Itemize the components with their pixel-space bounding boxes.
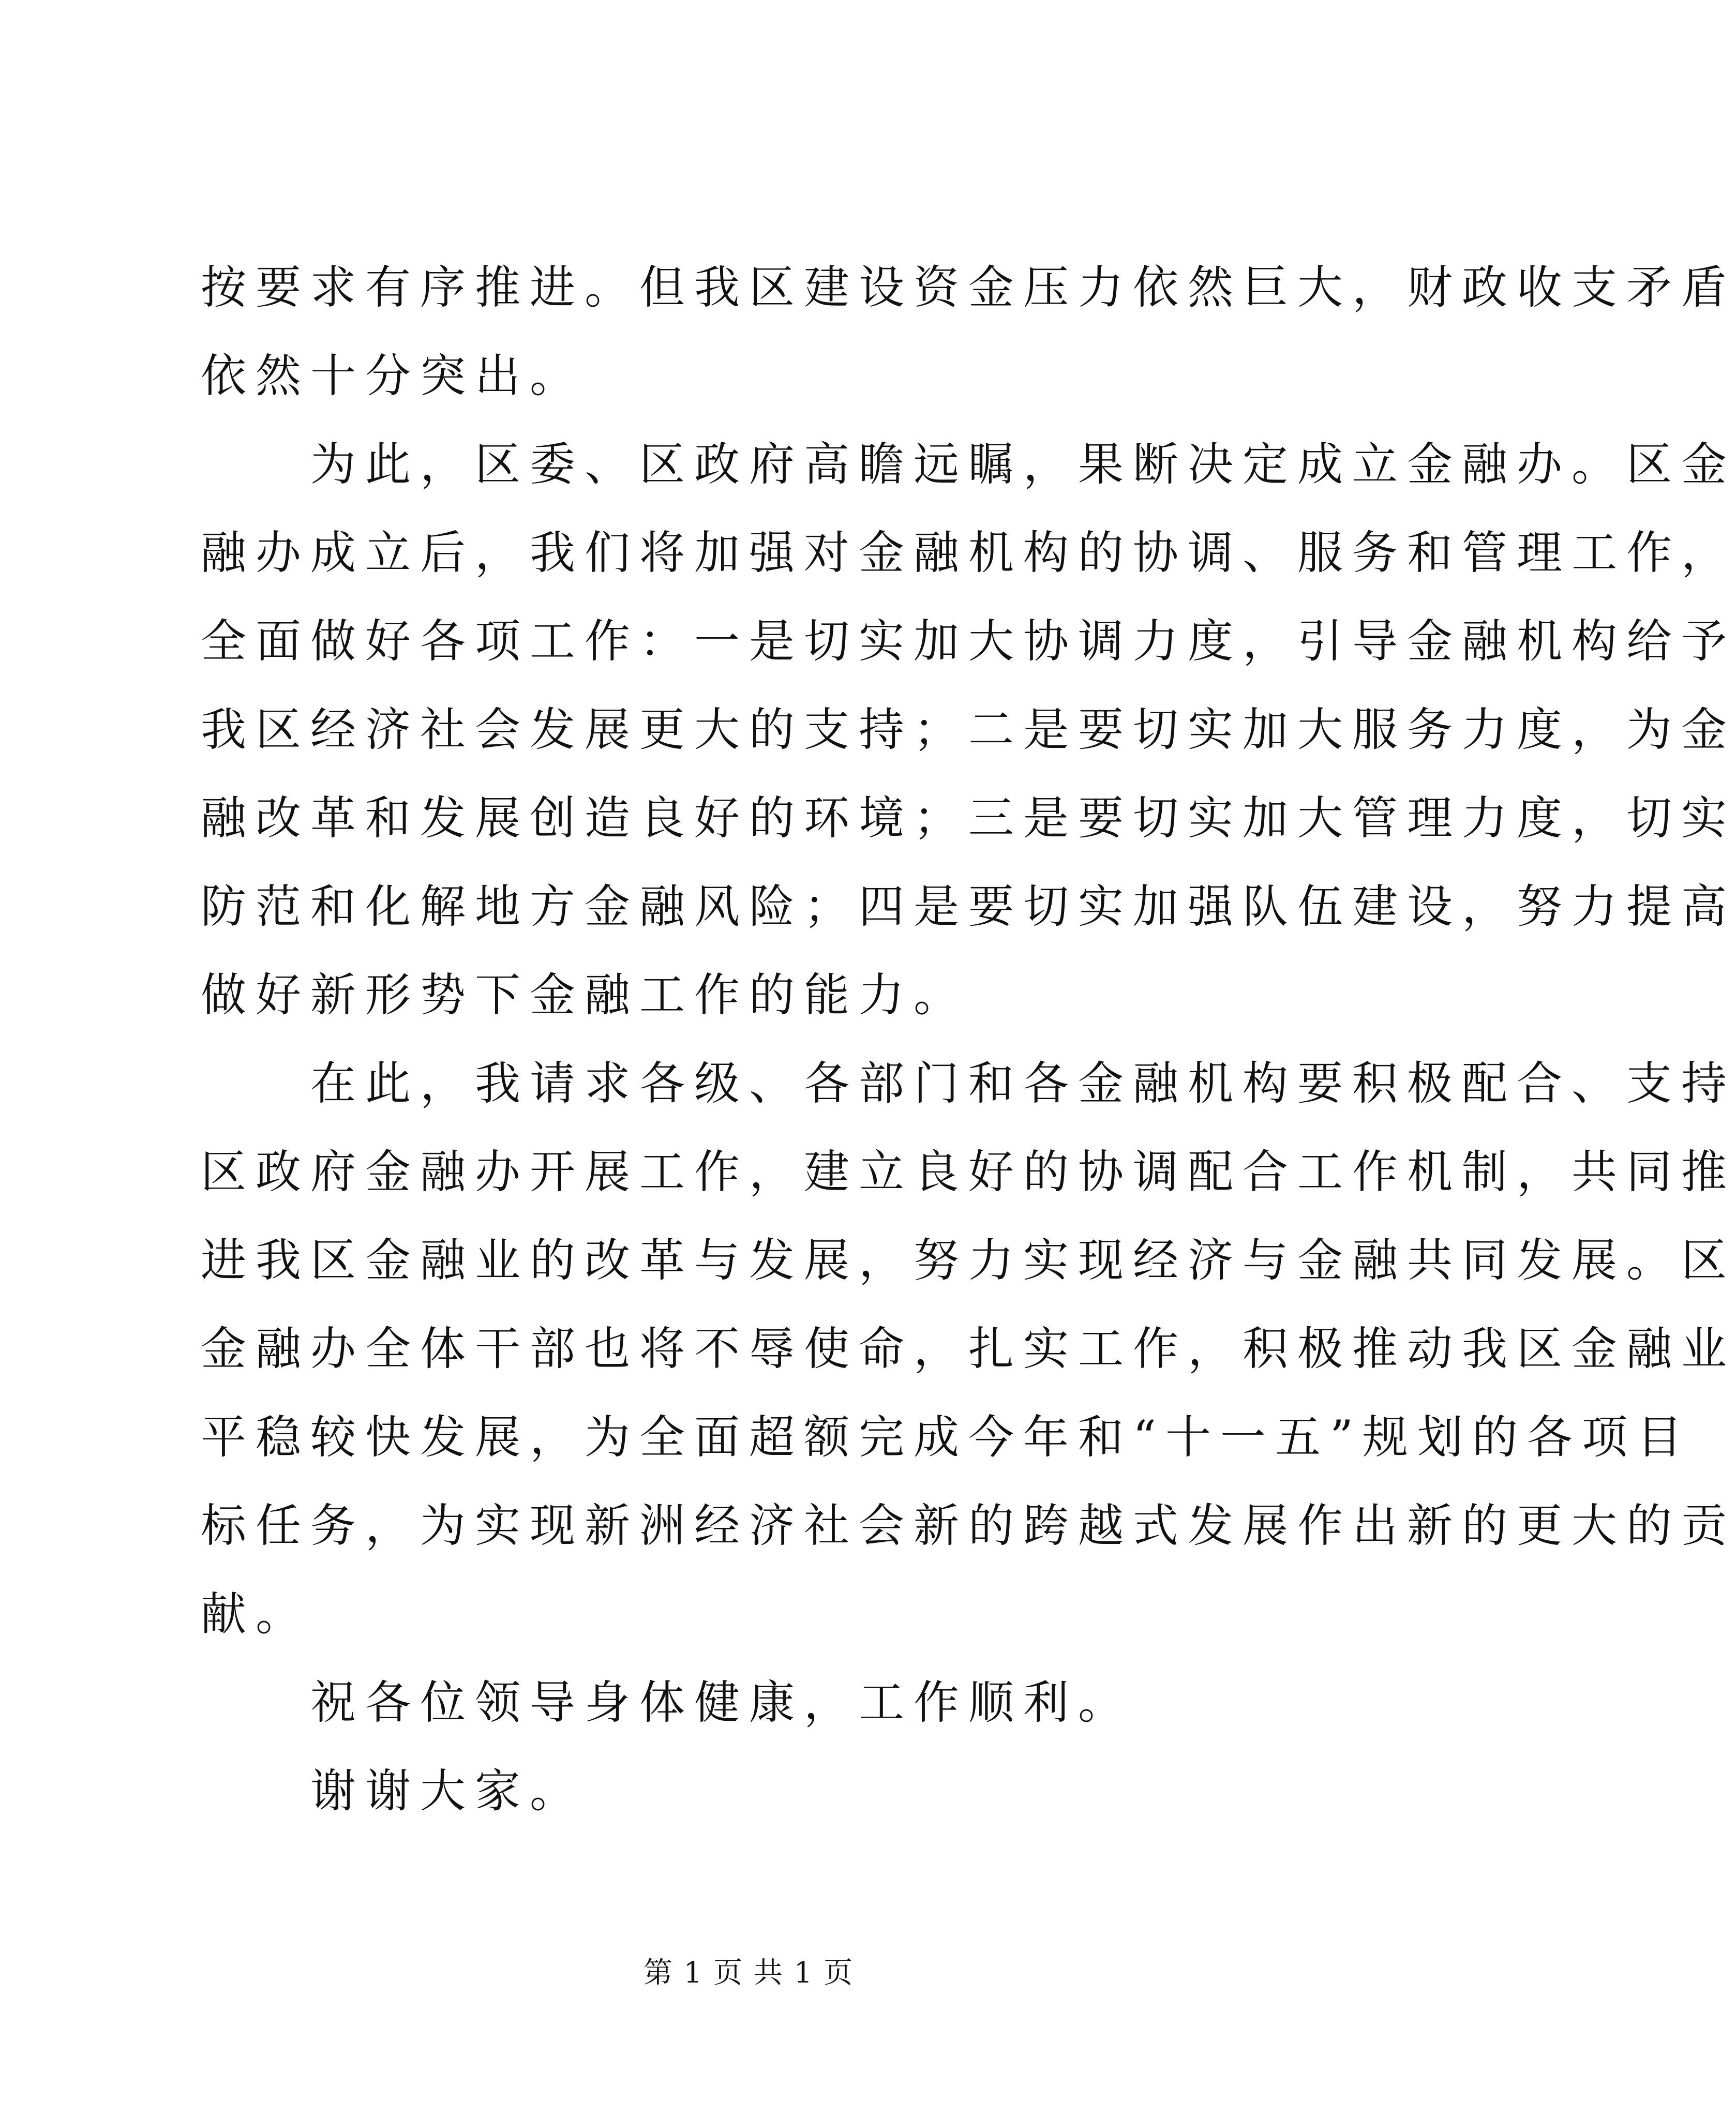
text-line: 按要求有序推进。但我区建设资金压力依然巨大，财政收支矛盾 — [201, 261, 1736, 314]
text-line: 进我区金融业的改革与发展，努力实现经济与金融共同发展。区 — [201, 1234, 1736, 1287]
text-line: 防范和化解地方金融风险；四是要切实加强队伍建设，努力提高 — [201, 880, 1736, 933]
text-line: 献。 — [201, 1587, 311, 1641]
text-line: 谢谢大家。 — [201, 1764, 585, 1818]
text-line: 我区经济社会发展更大的支持；二是要切实加大服务力度，为金 — [201, 703, 1736, 756]
text-line: 依然十分突出。 — [201, 349, 585, 402]
text-line: 为此，区委、区政府高瞻远瞩，果断决定成立金融办。区金 — [201, 438, 1736, 491]
text-line: 金融办全体干部也将不辱使命，扎实工作，积极推动我区金融业 — [201, 1322, 1736, 1375]
text-line: 区政府金融办开展工作，建立良好的协调配合工作机制，共同推 — [201, 1145, 1736, 1198]
text-line: 融改革和发展创造良好的环境；三是要切实加大管理力度，切实 — [201, 791, 1736, 845]
text-line: 全面做好各项工作：一是切实加大协调力度，引导金融机构给予 — [201, 614, 1736, 668]
page-number-footer: 第 1 页 共 1 页 — [643, 1956, 854, 1990]
text-line: 标任务，为实现新洲经济社会新的跨越式发展作出新的更大的贡 — [201, 1499, 1736, 1552]
text-line: 祝各位领导身体健康，工作顺利。 — [201, 1676, 1133, 1729]
text-line: 平稳较快发展，为全面超额完成今年和“十一五”规划的各项目 — [201, 1410, 1692, 1464]
text-line: 融办成立后，我们将加强对金融机构的协调、服务和管理工作， — [201, 526, 1736, 579]
text-line: 做好新形势下金融工作的能力。 — [201, 968, 969, 1022]
text-line: 在此，我请求各级、各部门和各金融机构要积极配合、支持 — [201, 1057, 1736, 1110]
document-body — [201, 243, 1736, 1835]
